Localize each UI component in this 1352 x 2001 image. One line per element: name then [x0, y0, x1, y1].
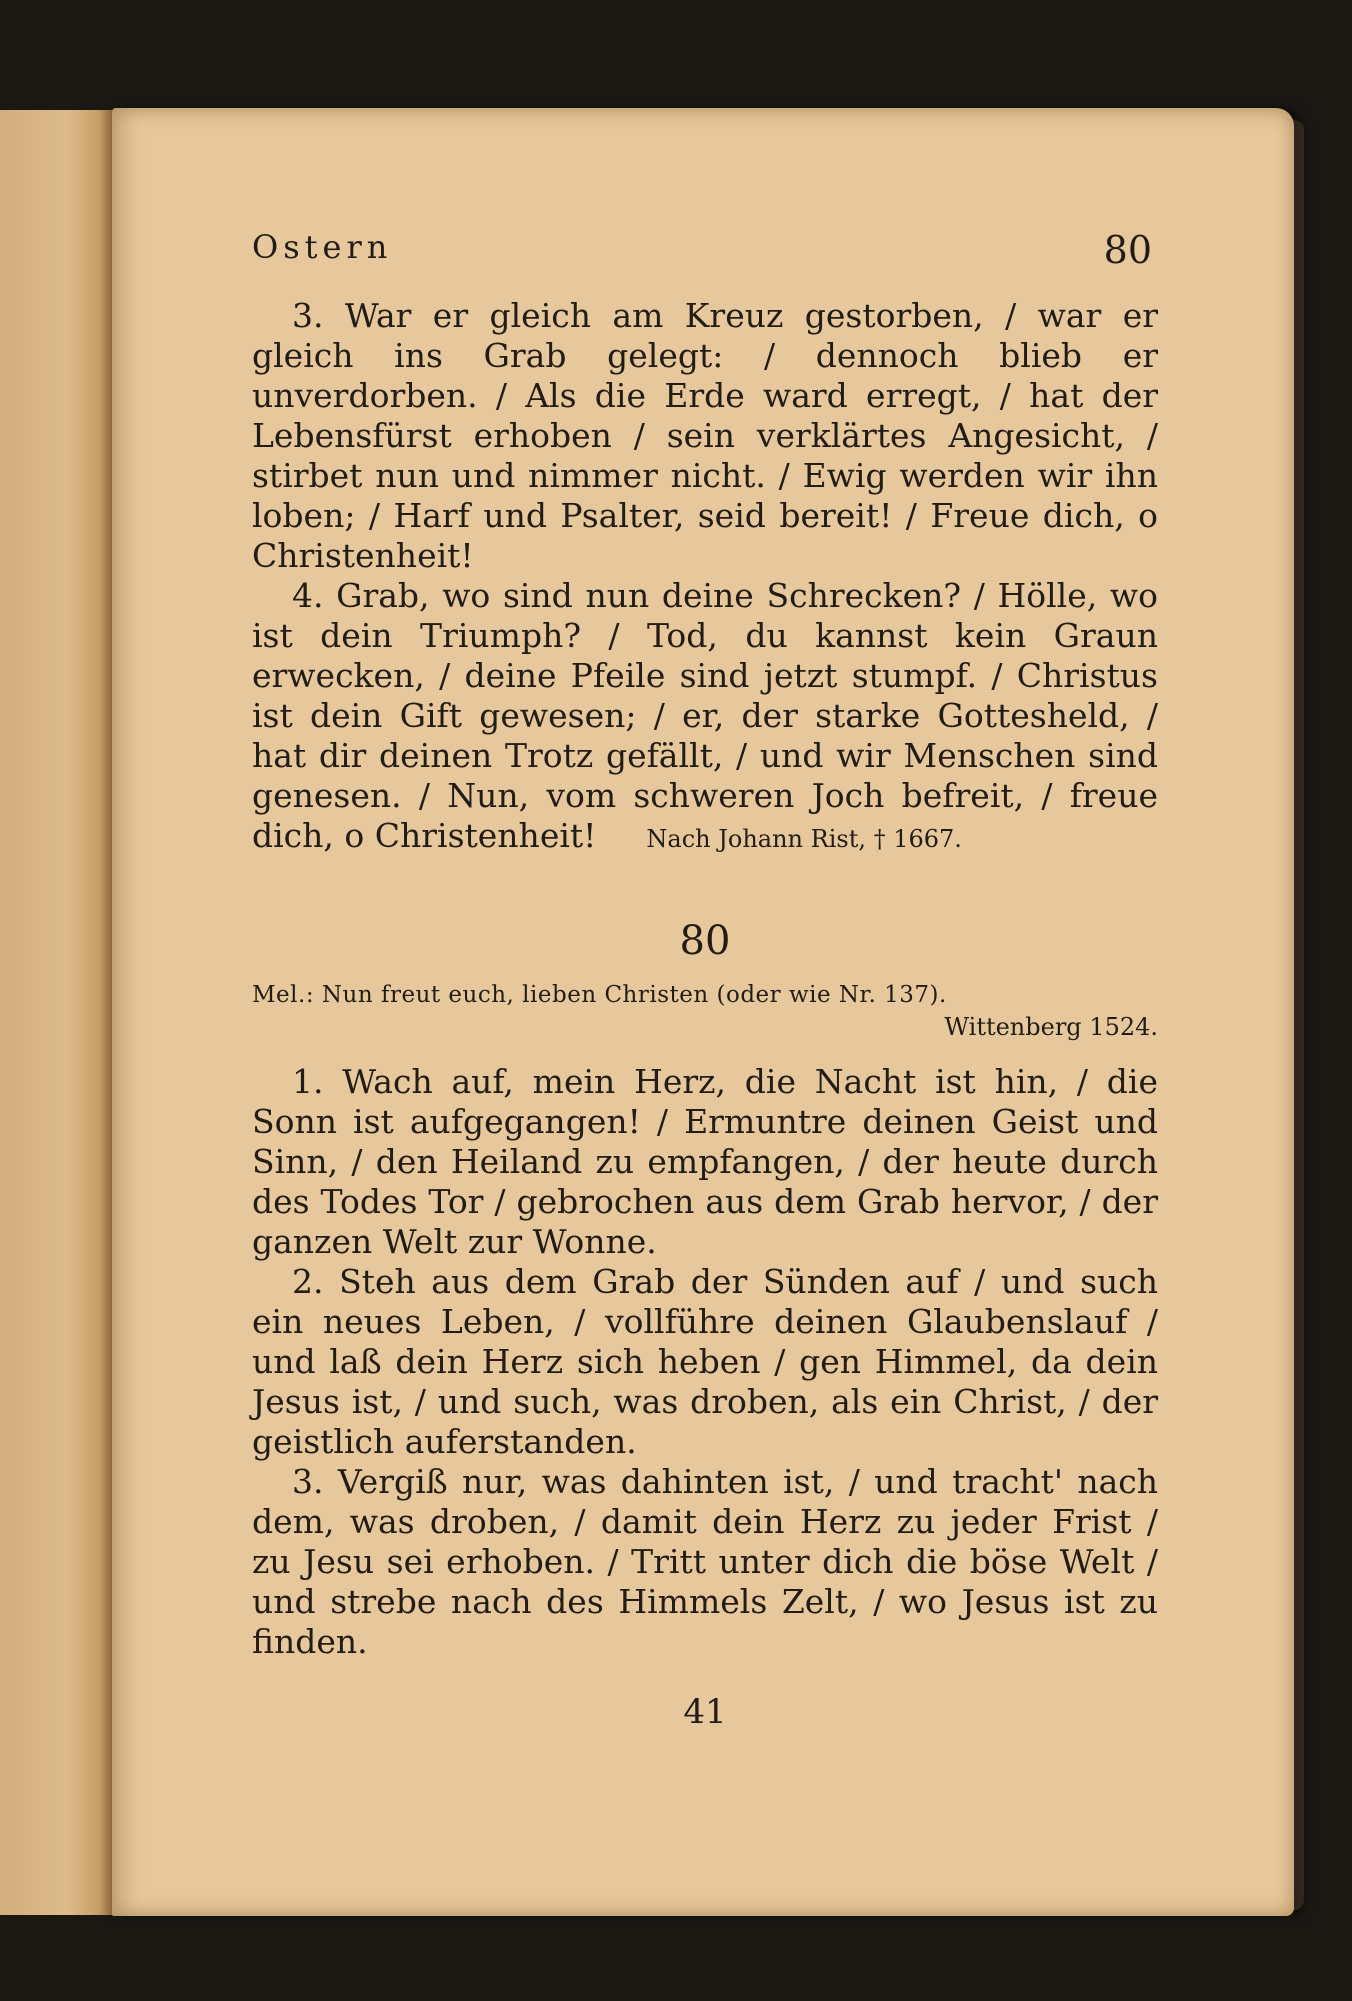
- header-page-number: 80: [1103, 228, 1152, 272]
- previous-hymn-text: [252, 296, 1158, 859]
- melody-reference: Mel.: Nun freut euch, lieben Christen (oder wie Nr. 137).: [252, 982, 947, 1008]
- hymn-number: 80: [679, 918, 731, 964]
- hymn-text: [252, 1062, 1158, 1662]
- running-header: [252, 228, 1152, 278]
- previous-page-edge: [0, 110, 112, 1915]
- hymn-origin: Wittenberg 1524.: [944, 1013, 1158, 1041]
- author-attribution: Nach Johann Rist, † 1667.: [646, 825, 962, 853]
- verse-1: 1. Wach auf, mein Herz, die Nacht ist hin, / die Sonn ist aufgegangen! / Ermuntre deinen Geist und Sinn, / den Heiland zu empfangen, / der heute durch des Todes Tor / gebrochen aus dem Grab hervor, / der ganzen Welt zur Wonne.: [252, 1062, 1158, 1261]
- verse-3: 3. Vergiß nur, was dahinten ist, / und tracht' nach dem, was droben, / damit dein Herz zu jeder Frist / zu Jesu sei erhoben. / Tritt unter dich die böse Welt / und strebe nach des Himmels Zelt, / wo Jesus ist zu finden.: [252, 1462, 1158, 1661]
- verse-3: 3. War er gleich am Kreuz gestorben, / war er gleich ins Grab gelegt: / dennoch blieb er unverdorben. / Als die Erde ward erregt, / hat der Lebensfürst erhoben / sein verklärtes Angesicht, / stirbet nun und nimmer nicht. / Ewig werden wir ihn loben; / Harf und Psalter, seid bereit! / Freue dich, o Christenheit!: [252, 296, 1158, 575]
- verse-4: [252, 576, 1158, 859]
- verse-2: 2. Steh aus dem Grab der Sünden auf / und such ein neues Leben, / vollführe deinen Glaubenslauf / und laß dein Herz sich heben / gen Himmel, da dein Jesus ist, / und such, was droben, als ein Christ, / der geistlich auferstanden.: [252, 1262, 1158, 1461]
- signature-number: 41: [683, 1692, 727, 1732]
- verse-4-text: 4. Grab, wo sind nun deine Schrecken? / Hölle, wo ist dein Triumph? / Tod, du kannst kein Graun erwecken, / deine Pfeile sind jetzt stumpf. / Christus ist dein Gift gewesen; / er, der starke Gottesheld, / hat dir deinen Trotz gefällt, / und wir Menschen sind genesen. / Nun, vom schweren Joch befreit, / freue dich, o Christenheit!: [252, 576, 1158, 855]
- section-title: Ostern: [252, 228, 393, 266]
